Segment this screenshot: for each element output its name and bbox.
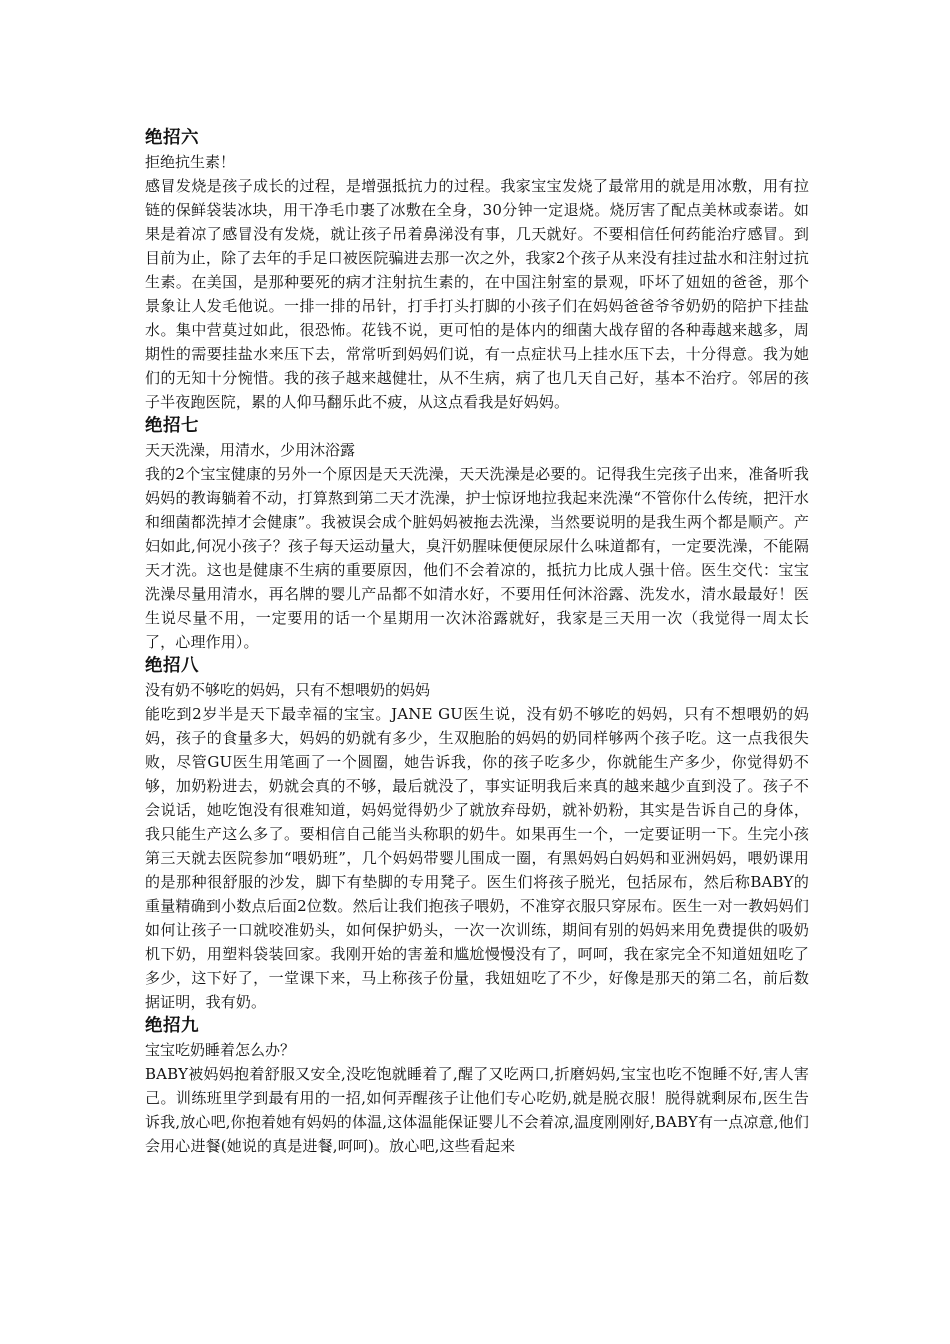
section-heading: 绝招八 bbox=[145, 656, 199, 676]
section-heading: 绝招九 bbox=[145, 1016, 199, 1036]
section-6 bbox=[145, 126, 809, 414]
section-subtitle: 没有奶不够吃的妈妈，只有不想喂奶的妈妈 bbox=[145, 681, 431, 699]
section-heading: 绝招六 bbox=[145, 128, 199, 148]
section-subtitle: 拒绝抗生素！ bbox=[145, 153, 236, 171]
section-paragraph: 能吃到2岁半是天下最幸福的宝宝。JANE GU医生说，没有奶不够吃的妈妈，只有不想喂奶的妈妈，孩子的食量多大，妈妈的奶就有多少，生双胞胎的妈妈的奶同样够两个孩子吃。这一点我很失败，尽管GU医生用笔画了一个圆圈，她告诉我，你的孩子吃多少，你就能生产多少，你觉得奶不够，加奶粉进去，奶就会真的不够，最后就没了，事实证明我后来真的越来越少直到没了。孩子不会说话，她吃饱没有很难知道，妈妈觉得奶少了就放弃母奶，就补奶粉，其实是告诉自己的身体，我只能生产这么多了。要相信自己能当头称职的奶牛。如果再生一个，一定要证明一下。生完小孩第三天就去医院参加“喂奶班”，几个妈妈带婴儿围成一圈，有黑妈妈白妈妈和亚洲妈妈，喂奶课用的是那种很舒服的沙发，脚下有垫脚的专用凳子。医生们将孩子脱光，包括尿布，然后称BABY的重量精确到小数点后面2位数。然后让我们抱孩子喂奶，不准穿衣服只穿尿布。医生一对一教妈妈们如何让孩子一口就咬准奶头，如何保护奶头，一次一次训练，期间有别的妈妈来用免费提供的吸奶机下奶，用塑料袋装回家。我刚开始的害羞和尴尬慢慢没有了，呵呵，我在家完全不知道妞妞吃了多少，这下好了，一堂课下来，马上称孩子份量，我妞妞吃了不少，好像是那天的第二名，前后数据证明，我有奶。 bbox=[145, 705, 809, 1011]
section-subtitle: 宝宝吃奶睡着怎么办？ bbox=[145, 1041, 296, 1059]
section-9 bbox=[145, 1014, 809, 1158]
section-paragraph: 感冒发烧是孩子成长的过程，是增强抵抗力的过程。我家宝宝发烧了最常用的就是用冰敷，用有拉链的保鲜袋装冰块，用干净毛巾裹了冰敷在全身，30分钟一定退烧。烧厉害了配点美林或泰诺。如果是着凉了感冒没有发烧，就让孩子吊着鼻涕没有事，几天就好。不要相信任何药能治疗感冒。到目前为止，除了去年的手足口被医院骗进去那一次之外，我家2个孩子从来没有挂过盐水和注射过抗生素。在美国，是那种要死的病才注射抗生素的，在中国注射室的景观，吓坏了妞妞的爸爸，那个景象让人发毛他说。一排一排的吊针，打手打头打脚的小孩子们在妈妈爸爸爷爷奶奶的陪护下挂盐水。集中营莫过如此，很恐怖。花钱不说，更可怕的是体内的细菌大战存留的各种毒越来越多，周期性的需要挂盐水来压下去，常常听到妈妈们说，有一点症状马上挂水压下去，十分得意。我为她们的无知十分惋惜。我的孩子越来越健壮，从不生病，病了也几天自己好，基本不治疗。邻居的孩子半夜跑医院，累的人仰马翻乐此不疲，从这点看我是好妈妈。 bbox=[145, 177, 809, 411]
section-subtitle: 天天洗澡，用清水，少用沐浴露 bbox=[145, 441, 356, 459]
section-heading: 绝招七 bbox=[145, 416, 199, 436]
document-page bbox=[145, 126, 809, 1158]
section-paragraph: BABY被妈妈抱着舒服又安全,没吃饱就睡着了,醒了又吃两口,折磨妈妈,宝宝也吃不饱睡不好,害人害己。训练班里学到最有用的一招,如何弄醒孩子让他们专心吃奶,就是脱衣服！脱得就剩尿布,医生告诉我,放心吧,你抱着她有妈妈的体温,这体温能保证婴儿不会着凉,温度刚刚好,BABY有一点凉意,他们会用心进餐(她说的真是进餐,呵呵)。放心吧,这些看起来 bbox=[145, 1065, 809, 1155]
section-paragraph: 我的2个宝宝健康的另外一个原因是天天洗澡，天天洗澡是必要的。记得我生完孩子出来，准备听我妈妈的教诲躺着不动，打算熬到第二天才洗澡，护士惊讶地拉我起来洗澡“不管你什么传统，把汗水和细菌都洗掉才会健康”。我被误会成个脏妈妈被拖去洗澡，当然要说明的是我生两个都是顺产。产妇如此,何况小孩子？孩子每天运动量大，臭汗奶腥味便便尿尿什么味道都有，一定要洗澡，不能隔天才洗。这也是健康不生病的重要原因，他们不会着凉的，抵抗力比成人强十倍。医生交代：宝宝洗澡尽量用清水，再名牌的婴儿产品都不如清水好，不要用任何沐浴露、洗发水，清水最最好！医生说尽量不用，一定要用的话一个星期用一次沐浴露就好，我家是三天用一次（我觉得一周太长了，心理作用）。 bbox=[145, 465, 809, 651]
section-7 bbox=[145, 414, 809, 654]
section-8 bbox=[145, 654, 809, 1014]
